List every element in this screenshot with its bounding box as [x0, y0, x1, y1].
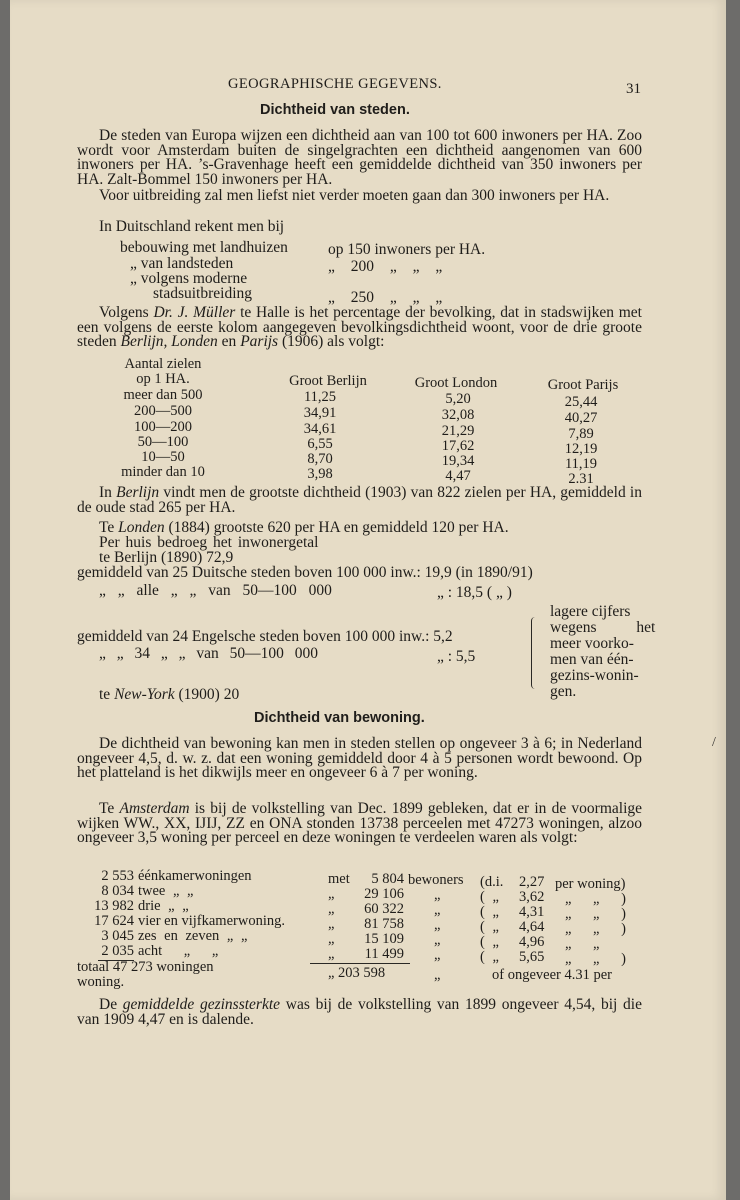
side-note-line: wegens het: [550, 619, 656, 636]
side-note-line: men van één-: [550, 651, 634, 668]
running-header: GEOGRAPHISCHE GEGEVENS.: [228, 76, 442, 92]
housing-suffix: per woning): [555, 876, 626, 892]
per-huis-berlijn: te Berlijn (1890) 72,9: [99, 549, 234, 566]
table-cell: 34,61: [303, 421, 337, 437]
housing-met: „: [328, 886, 335, 902]
housing-count: 13 982: [94, 898, 134, 914]
paragraph-gezinssterkte: De gemiddelde gezinssterkte was bij de volkstelling van 1899 ongeveer 4,54, bij die van 1909 4,47 en is dalende.: [77, 996, 642, 1028]
per-huis-line: Per huis bedroeg het inwonergetal: [99, 534, 319, 551]
housing-type: twee „ „: [138, 883, 194, 899]
housing-suffix: „ „ ): [565, 906, 626, 922]
housing-count: 8 034: [101, 883, 134, 899]
paragraph-amsterdam: Te Amsterdam is bij de volkstelling van Dec. 1899 gebleken, dat er in de voormalige wijken WW., XX, IJIJ, ZZ en ONA stonden 13738 perceelen met 47273 woningen, alzoo ongeveer 3,5 woning per perceel en deze woningen te verdeelen waren als volgt:: [77, 800, 643, 846]
table-cell: 2.31: [568, 471, 594, 487]
housing-total-label: totaal 47 273 woningen: [77, 959, 214, 975]
table-cell: 32,08: [441, 407, 475, 423]
density-label-1: bebouwing met landhuizen: [120, 239, 288, 256]
housing-total-unit: „: [434, 967, 441, 983]
housing-type: zes en zeven „ „: [138, 928, 248, 944]
housing-suffix: „ „ ): [565, 951, 626, 967]
table-row-label: 10—50: [141, 449, 185, 465]
housing-met: „: [328, 916, 335, 932]
gemiddeld-duitsche-1: gemiddeld van 25 Duitsche steden boven 100 000 inw.: 19,9 (in 1890/91): [77, 564, 533, 581]
housing-unit: „: [434, 887, 441, 903]
housing-average: 2,27: [519, 874, 545, 890]
table-col-header-parijs: Groot Parijs: [547, 377, 619, 393]
paragraph-londen: Te Londen (1884) grootste 620 per HA en gemiddeld 120 per HA.: [99, 519, 509, 536]
housing-count: 3 045: [101, 928, 134, 944]
table-row-label: meer dan 500: [123, 387, 203, 403]
housing-type: vier en vijfkamerwoning.: [138, 913, 285, 929]
housing-paren: ( „: [480, 934, 499, 950]
table-row-label: 100—200: [134, 419, 192, 435]
housing-paren: (d.i.: [480, 874, 504, 890]
housing-count: 2 035: [101, 943, 134, 959]
density-value-1: op 150 inwoners per HA.: [328, 241, 486, 258]
housing-average: 4,64: [519, 919, 545, 935]
table-cell: 4,47: [445, 468, 471, 484]
housing-total-label-cont: woning.: [77, 974, 125, 990]
density-label-4: stadsuitbreiding: [153, 285, 253, 302]
density-label-2: „ van landsteden: [130, 255, 234, 272]
gemiddeld-engelsche-2b: „ : 5,5: [437, 648, 476, 665]
table-cell: 17,62: [441, 438, 475, 454]
book-page: [10, 0, 726, 1200]
housing-residents: 60 322: [364, 901, 404, 917]
table-cell: 7,89: [568, 426, 594, 442]
paragraph-berlijn: In Berlijn vindt men de grootste dichtheid (1903) van 822 zielen per HA, gemiddeld in de oude stad 265 per HA.: [77, 484, 642, 516]
housing-suffix: „ „: [565, 936, 600, 952]
housing-unit: „: [434, 932, 441, 948]
housing-type: acht „ „: [138, 943, 219, 959]
table-row-label: 50—100: [137, 434, 189, 450]
margin-mark: /: [712, 735, 716, 750]
housing-residents: 11 499: [364, 946, 404, 962]
table-cell: 11,19: [564, 456, 598, 472]
housing-residents: 5 804: [371, 871, 404, 887]
table-cell: 12,19: [564, 441, 598, 457]
housing-average: 3,62: [519, 889, 545, 905]
housing-count: 17 624: [94, 913, 134, 929]
density-value-4: „ 250 „ „ „: [328, 289, 443, 306]
housing-unit: „: [434, 902, 441, 918]
page-number: 31: [626, 81, 641, 97]
side-note-line: lagere cijfers: [550, 603, 631, 620]
table-cell: 8,70: [307, 451, 333, 467]
housing-paren: ( „: [480, 949, 499, 965]
table-cell: 19,34: [441, 453, 475, 469]
housing-paren: ( „: [480, 889, 499, 905]
side-note-line: gezins-wonin-: [550, 667, 639, 684]
section-heading-bewoning: Dichtheid van bewoning.: [254, 710, 425, 726]
housing-unit: „: [434, 917, 441, 933]
table-col-header-london: Groot London: [414, 375, 498, 391]
table-row-label: 200—500: [134, 403, 192, 419]
table-first-col-header-1: Aantal zielen: [124, 356, 202, 372]
table-first-col-header-2: op 1 HA.: [136, 371, 190, 387]
housing-unit: „: [434, 947, 441, 963]
table-row-label: minder dan 10: [121, 464, 205, 480]
table-cell: 6,55: [307, 436, 333, 452]
side-note-line: gen.: [550, 683, 577, 700]
housing-average: 5,65: [519, 949, 545, 965]
sum-rule-right: [310, 963, 410, 964]
table-cell: 21,29: [441, 423, 475, 439]
housing-suffix: „ „ ): [565, 921, 626, 937]
housing-total-average: of ongeveer 4.31 per: [492, 967, 612, 983]
gemiddeld-duitsche-2a: „ „ alle „ „ van 50—100 000: [99, 582, 332, 599]
housing-count: 2 553: [101, 868, 134, 884]
housing-paren: ( „: [480, 904, 499, 920]
table-cell: 34,91: [303, 405, 337, 421]
housing-residents: 15 109: [364, 931, 404, 947]
paragraph-dichtheid-bewoning: De dichtheid van bewoning kan men in steden stellen op ongeveer 3 à 6; in Nederland ongeveer 4,5, d. w. z. dat een woning gemiddeld door 4 à 5 personen wordt bewoond. Op het platteland is het dikwijls meer en ongeveer 6 à 7 per woning.: [77, 735, 642, 781]
table-cell: 11,25: [303, 389, 337, 405]
table-col-header-berlijn: Groot Berlijn: [289, 373, 367, 389]
table-cell: 5,20: [445, 391, 471, 407]
housing-average: 4,31: [519, 904, 545, 920]
table-cell: 40,27: [564, 410, 598, 426]
housing-type: éénkamerwoningen: [138, 868, 252, 884]
side-note-bracket: [531, 617, 538, 689]
gemiddeld-engelsche-1: gemiddeld van 24 Engelsche steden boven 100 000 inw.: 5,2: [77, 628, 453, 645]
housing-residents: 81 758: [364, 916, 404, 932]
gemiddeld-duitsche-2b: „ : 18,5 ( „ ): [437, 584, 512, 601]
housing-average: 4,96: [519, 934, 545, 950]
table-cell: 3,98: [307, 466, 333, 482]
housing-unit: bewoners: [408, 872, 464, 888]
housing-met: „: [328, 931, 335, 947]
table-cell: 25,44: [564, 394, 598, 410]
gemiddeld-engelsche-2a: „ „ 34 „ „ van 50—100 000: [99, 645, 319, 662]
paragraph-muller: Volgens Dr. J. Müller te Halle is het percentage der bevolking, dat in stadswijken met een volgens de eerste kolom aangegeven bevolkingsdichtheid woont, voor de drie groote steden Berlijn, Londen en Parijs (1906) als volgt:: [77, 304, 642, 350]
housing-type: drie „ „: [138, 898, 189, 914]
housing-met: „: [328, 946, 335, 962]
section-heading-steden: Dichtheid van steden.: [260, 102, 410, 118]
author-name: Dr. J. Müller: [153, 304, 236, 321]
paragraph-duitschland: In Duitschland rekent men bij: [99, 218, 285, 235]
density-label-3: „ volgens moderne: [130, 270, 248, 287]
side-note-line: meer voorko-: [550, 635, 634, 652]
housing-suffix: „ „ ): [565, 891, 626, 907]
newyork-line: te New-York (1900) 20: [99, 686, 240, 703]
housing-total-residents: „ 203 598: [328, 965, 386, 981]
paragraph-europa: De steden van Europa wijzen een dichtheid aan van 100 tot 600 inwoners per HA. Zoo wordt voor Amsterdam buiten de singelgrachten een dichtheid aangenomen van 600 inwoners per HA. ’s-Gravenhage heeft een gemiddelde dichtheid van 350 inwoners per HA. Zalt-Bommel 150 inwoners per HA.: [77, 127, 642, 188]
housing-met: met: [328, 871, 350, 887]
housing-paren: ( „: [480, 919, 499, 935]
density-value-2: „ 200 „ „ „: [328, 258, 443, 275]
paragraph-uitbreiding: Voor uitbreiding zal men liefst niet verder moeten gaan dan 300 inwoners per HA.: [99, 187, 610, 204]
housing-met: „: [328, 901, 335, 917]
housing-residents: 29 106: [364, 886, 404, 902]
